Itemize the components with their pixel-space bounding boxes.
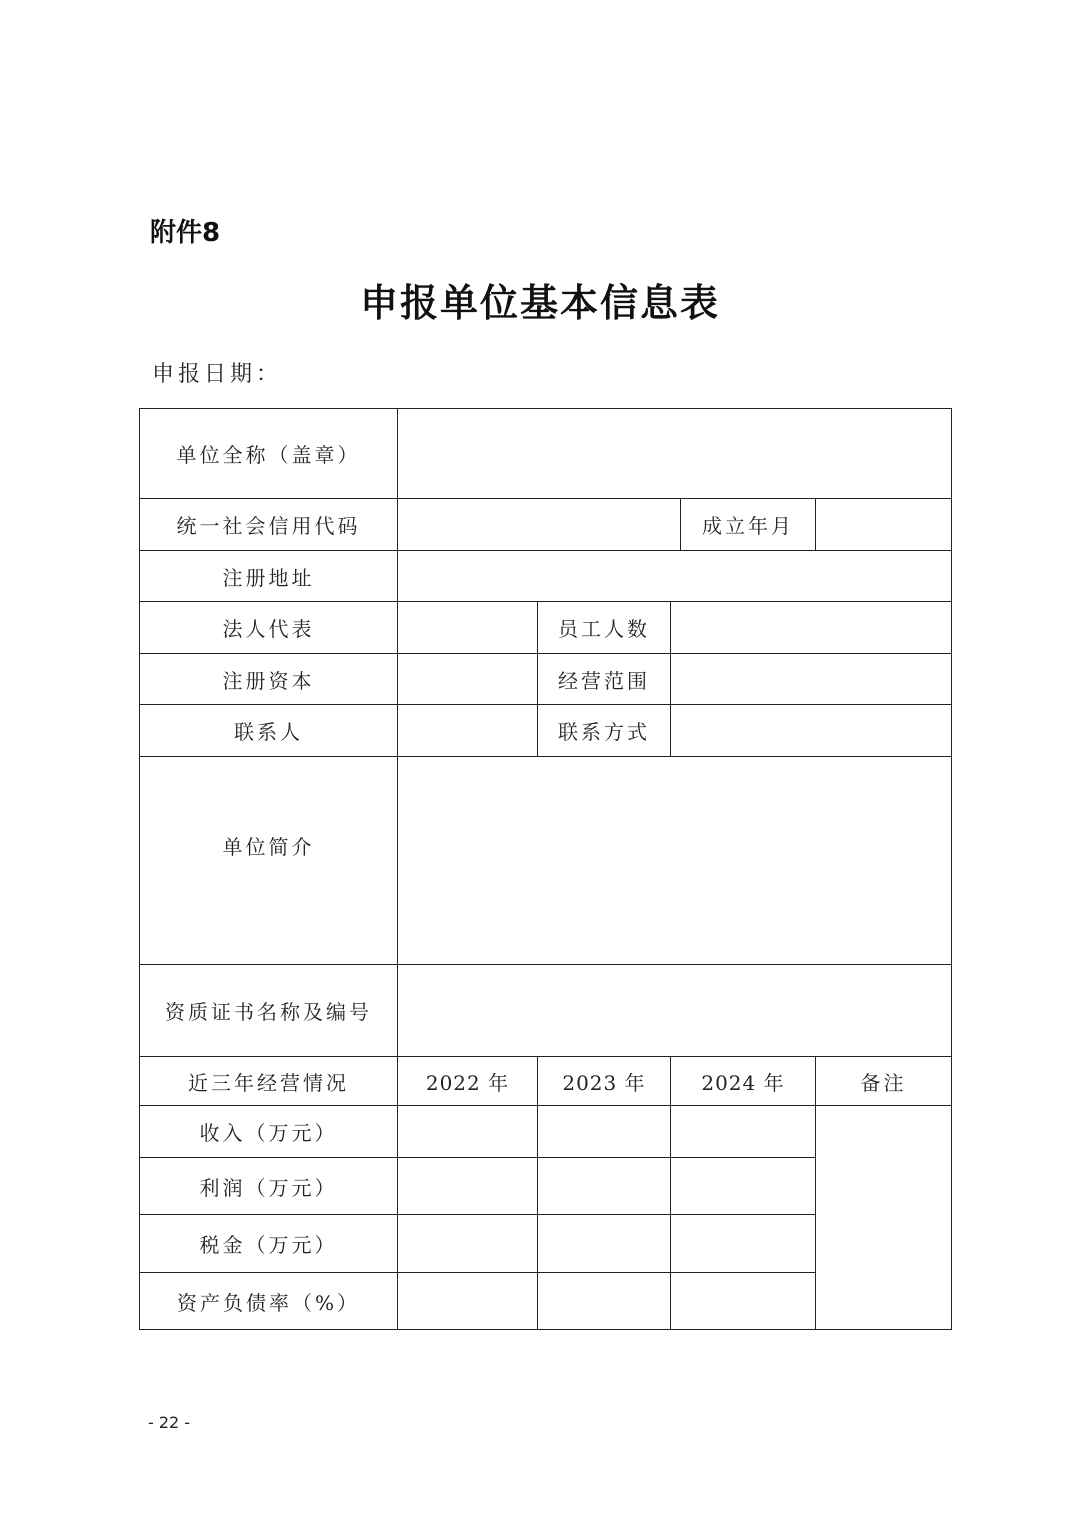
remark-field[interactable] <box>816 1106 952 1330</box>
profit-2023-field[interactable] <box>538 1158 671 1215</box>
attachment-label: 附件8 <box>150 218 221 248</box>
debt-ratio-2023-field[interactable] <box>538 1273 671 1330</box>
intro-label: 单位简介 <box>140 757 398 965</box>
year-2024-header: 2024 年 <box>671 1057 816 1106</box>
address-label: 注册地址 <box>140 551 398 602</box>
intro-row <box>140 757 952 965</box>
year-2022-header: 2022 年 <box>398 1057 538 1106</box>
tax-2024-field[interactable] <box>671 1215 816 1273</box>
tax-2023-field[interactable] <box>538 1215 671 1273</box>
legal-rep-row <box>140 602 952 654</box>
contact-method-label: 联系方式 <box>538 705 671 757</box>
address-row <box>140 551 952 602</box>
income-2024-field[interactable] <box>671 1106 816 1158</box>
info-form-table <box>139 408 952 1330</box>
contact-field[interactable] <box>398 705 538 757</box>
profit-2024-field[interactable] <box>671 1158 816 1215</box>
page-title: 申报单位基本信息表 <box>359 280 720 325</box>
capital-row <box>140 654 952 705</box>
company-name-label: 单位全称（盖章） <box>140 409 398 499</box>
employees-field[interactable] <box>671 602 952 654</box>
profit-2022-field[interactable] <box>398 1158 538 1215</box>
income-2022-field[interactable] <box>398 1106 538 1158</box>
legal-rep-field[interactable] <box>398 602 538 654</box>
established-label: 成立年月 <box>681 499 816 551</box>
established-field[interactable] <box>816 499 952 551</box>
contact-label: 联系人 <box>140 705 398 757</box>
scope-field[interactable] <box>671 654 952 705</box>
profit-label: 利润（万元） <box>140 1158 398 1215</box>
debt-ratio-2024-field[interactable] <box>671 1273 816 1330</box>
legal-rep-label: 法人代表 <box>140 602 398 654</box>
scope-label: 经营范围 <box>538 654 671 705</box>
tax-2022-field[interactable] <box>398 1215 538 1273</box>
year-2023-header: 2023 年 <box>538 1057 671 1106</box>
cert-label: 资质证书名称及编号 <box>140 965 398 1057</box>
cert-field[interactable] <box>398 965 952 1057</box>
capital-label: 注册资本 <box>140 654 398 705</box>
income-2023-field[interactable] <box>538 1106 671 1158</box>
contact-method-field[interactable] <box>671 705 952 757</box>
debt-ratio-label: 资产负债率（%） <box>140 1273 398 1330</box>
credit-code-label: 统一社会信用代码 <box>140 499 398 551</box>
cert-row <box>140 965 952 1057</box>
intro-field[interactable] <box>398 757 952 965</box>
capital-field[interactable] <box>398 654 538 705</box>
debt-ratio-2022-field[interactable] <box>398 1273 538 1330</box>
tax-label: 税金（万元） <box>140 1215 398 1273</box>
page-number: - 22 - <box>148 1413 191 1432</box>
income-label: 收入（万元） <box>140 1106 398 1158</box>
finance-header-label: 近三年经营情况 <box>140 1057 398 1106</box>
finance-header-row <box>140 1057 952 1106</box>
finance-row-income <box>140 1106 952 1158</box>
company-name-field[interactable] <box>398 409 952 499</box>
date-label: 申报日期： <box>152 362 283 387</box>
credit-code-row <box>140 499 952 551</box>
address-field[interactable] <box>398 551 952 602</box>
company-name-row <box>140 409 952 499</box>
contact-row <box>140 705 952 757</box>
credit-code-field[interactable] <box>398 499 681 551</box>
remark-header: 备注 <box>816 1057 952 1106</box>
employees-label: 员工人数 <box>538 602 671 654</box>
